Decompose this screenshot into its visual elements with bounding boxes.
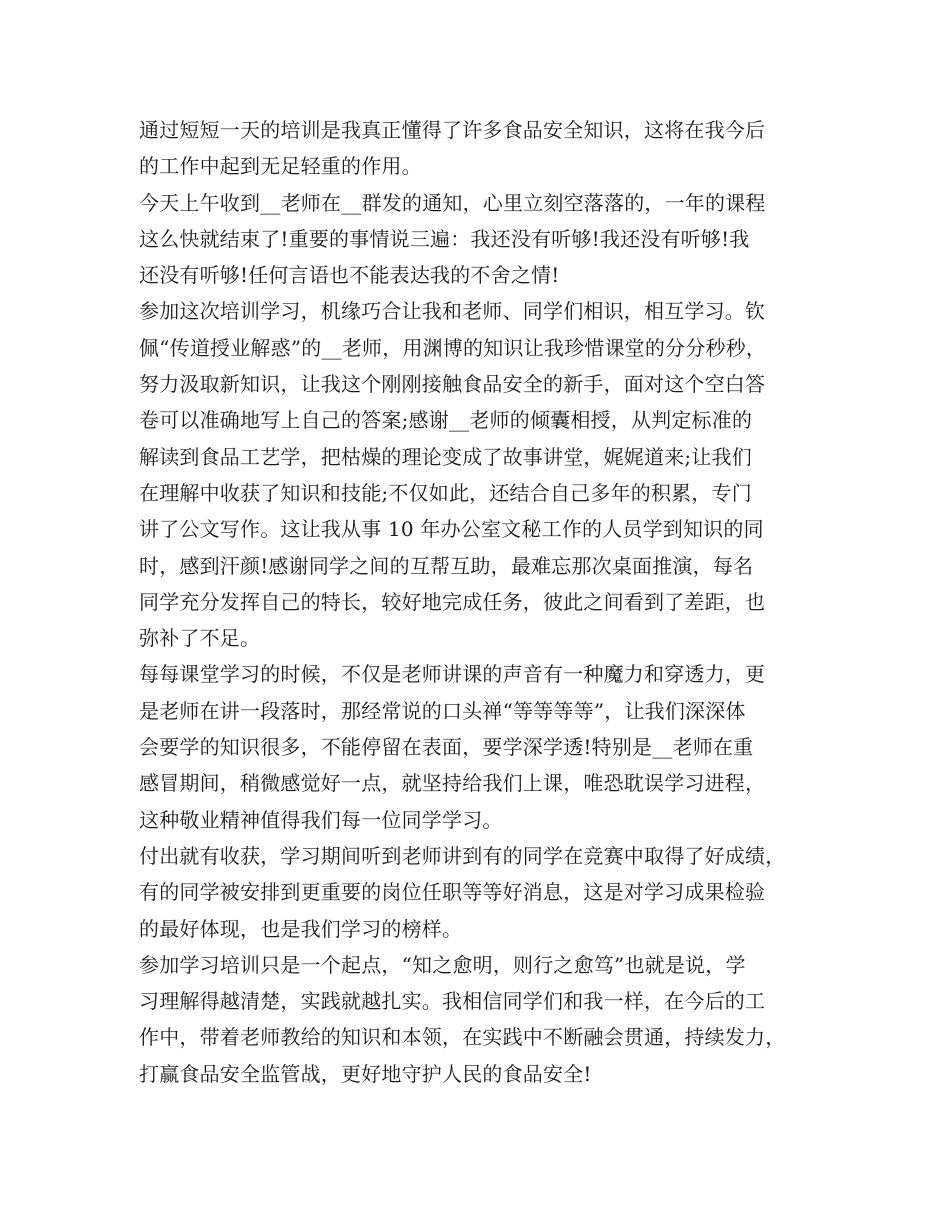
text-line: 打赢食品安全监管战，更好地守护人民的食品安全! xyxy=(139,1061,592,1086)
text-line: 今天上午收到__老师在__群发的通知，心里立刻空落落的，一年的课程 xyxy=(139,190,766,215)
text-line: 每每课堂学习的时候，不仅是老师讲课的声音有一种魔力和穿透力，更 xyxy=(139,662,766,687)
text-line: 卷可以准确地写上自己的答案;感谢__老师的倾囊相授，从判定标准的 xyxy=(139,408,753,433)
text-line: 参加学习培训只是一个起点，“知之愈明，则行之愈笃”也就是说，学 xyxy=(139,952,746,977)
text-line: 佩“传道授业解惑”的__老师，用渊博的知识让我珍惜课堂的分分秒秒， xyxy=(139,335,767,360)
text-line: 时，感到汗颜!感谢同学之间的互帮互助，最难忘那次桌面推演，每名 xyxy=(139,553,754,578)
text-line: 的工作中起到无足轻重的作用。 xyxy=(139,154,422,179)
text-line: 还没有听够!任何言语也不能表达我的不舍之情! xyxy=(139,263,560,288)
text-line: 解读到食品工艺学，把枯燥的理论变成了故事讲堂，娓娓道来;让我们 xyxy=(139,444,752,469)
text-line: 是老师在讲一段落时，那经常说的口头禅“等等等等”，让我们深深体 xyxy=(139,698,746,723)
text-line: 作中，带着老师教给的知识和本领，在实践中不断融会贯通，持续发力， xyxy=(139,1025,786,1050)
text-line: 通过短短一天的培训是我真正懂得了许多食品安全知识，这将在我今后 xyxy=(139,118,766,142)
text-line: 付出就有收获，学习期间听到老师讲到有的同学在竞赛中取得了好成绩， xyxy=(139,843,786,868)
text-line: 弥补了不足。 xyxy=(139,626,261,651)
text-line: 参加这次培训学习，机缘巧合让我和老师、同学们相识，相互学习。钦 xyxy=(139,299,766,324)
text-line: 在理解中收获了知识和技能;不仅如此，还结合自己多年的积累，专门 xyxy=(139,480,752,505)
document-body xyxy=(139,112,819,1092)
text-line: 有的同学被安排到更重要的岗位任职等等好消息，这是对学习成果检验 xyxy=(139,880,766,905)
text-line: 讲了公文写作。这让我从事 10 年办公室文秘工作的人员学到知识的同 xyxy=(139,517,764,542)
text-line: 感冒期间，稍微感觉好一点，就坚持给我们上课，唯恐耽误学习进程， xyxy=(139,771,766,796)
text-line: 努力汲取新知识，让我这个刚刚接触食品安全的新手，面对这个空白答 xyxy=(139,372,766,397)
text-line: 会要学的知识很多，不能停留在表面，要学深学透!特别是__老师在重 xyxy=(139,735,754,760)
text-line: 这种敬业精神值得我们每一位同学学习。 xyxy=(139,807,503,832)
text-line: 这么快就结束了!重要的事情说三遍：我还没有听够!我还没有听够!我 xyxy=(139,226,750,251)
text-line: 的最好体现，也是我们学习的榜样。 xyxy=(139,916,463,941)
text-line: 同学充分发挥自己的特长，较好地完成任务，彼此之间看到了差距，也 xyxy=(139,589,766,614)
text-line: 习理解得越清楚，实践就越扎实。我相信同学们和我一样，在今后的工 xyxy=(139,989,766,1014)
